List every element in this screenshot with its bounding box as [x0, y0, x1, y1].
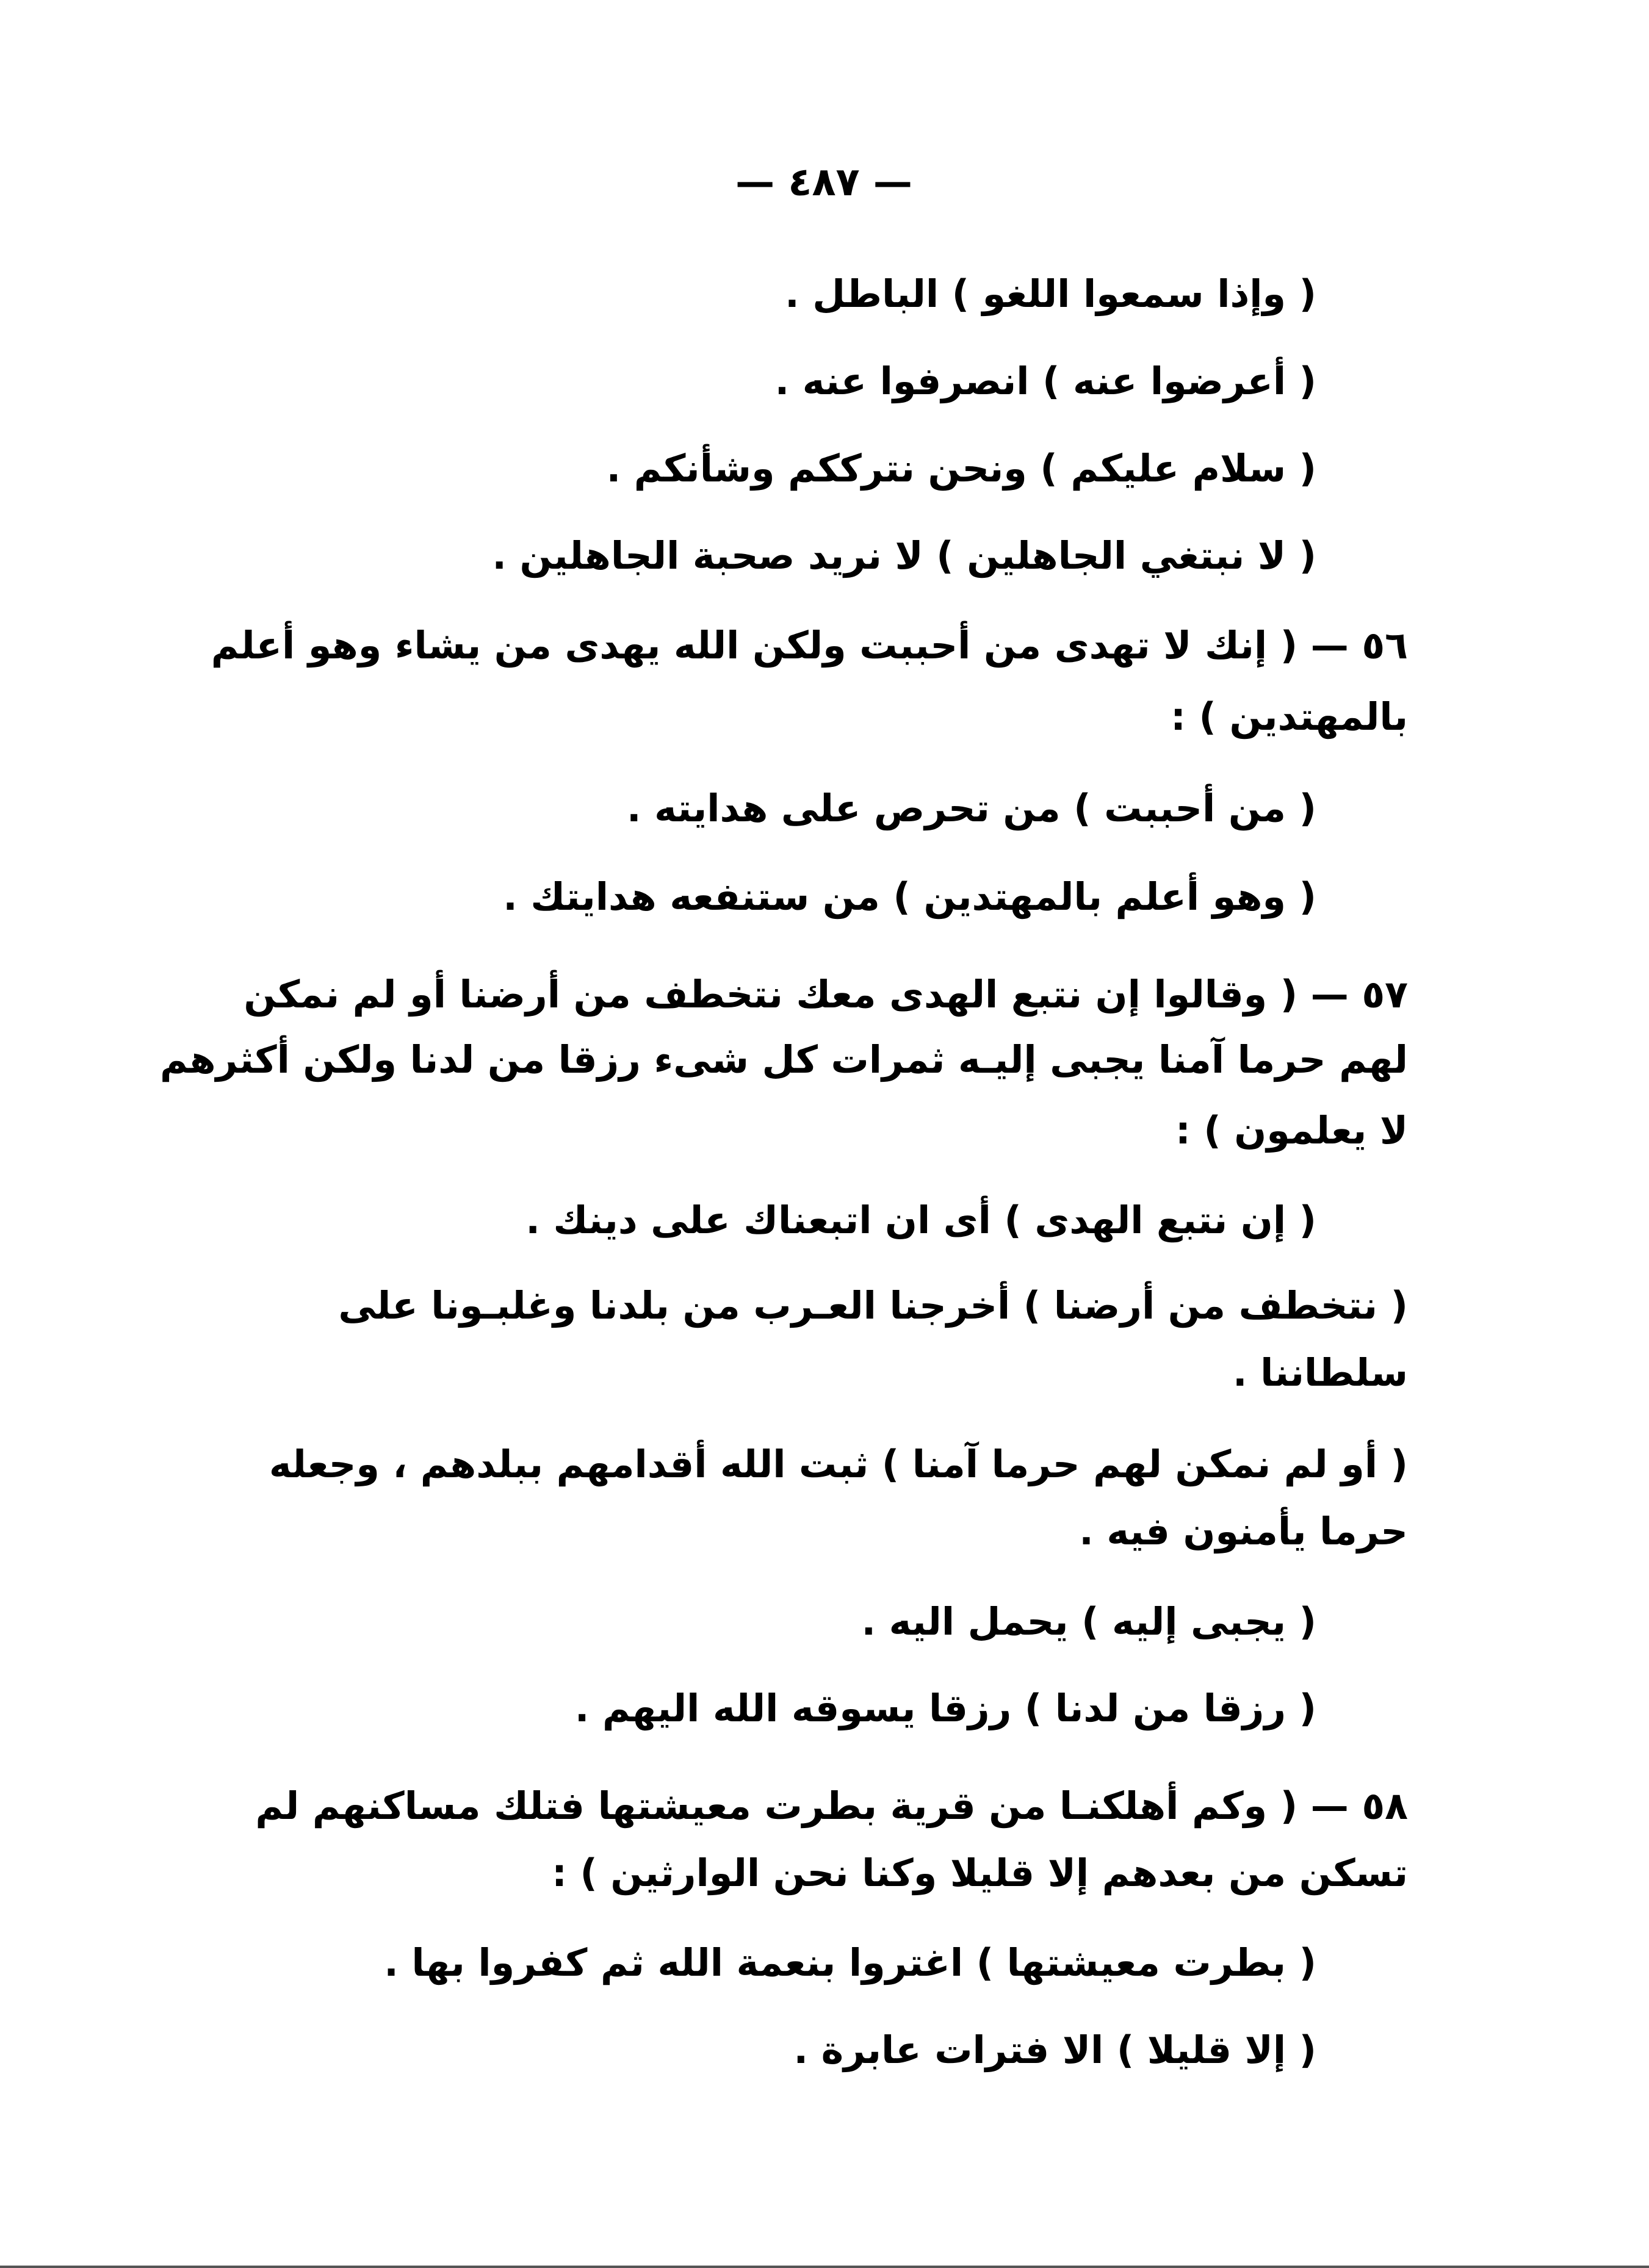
text-line-continued: حرما يأمنون فيه .: [1079, 1509, 1408, 1553]
text-line: ( نتخطف من أرضنا ) أخرجنا العـرب من بلدنا وغلبـونا على: [338, 1283, 1408, 1328]
verse-58-line-1: ٥٨ — ( وكم أهلكنـا من قرية بطرت معيشتها فتلك مساكنهم لم: [255, 1784, 1408, 1828]
text-line: ( إن نتبع الهدى ) أى ان اتبعناك على دينك .: [525, 1198, 1316, 1242]
text-line: ( رزقا من لدنا ) رزقا يسوقه الله اليهم .: [574, 1686, 1316, 1730]
verse-57-line-2: لهم حرما آمنا يجبى إليـه ثمرات كل شىء رزقا من لدنا ولكن أكثرهم: [160, 1037, 1408, 1082]
text-line-continued: سلطاننا .: [1233, 1350, 1408, 1395]
text-line: ( بطرت معيشتها ) اغتروا بنعمة الله ثم كفروا بها .: [384, 1940, 1316, 1985]
verse-57-line-1: ٥٧ — ( وقالوا إن نتبع الهدى معك نتخطف من أرضنا أو لم نمكن: [244, 972, 1408, 1017]
text-line: ( وهو أعلم بالمهتدين ) من ستنفعه هدايتك .: [503, 874, 1316, 919]
text-line: ( لا نبتغي الجاهلين ) لا نريد صحبة الجاهلين .: [492, 533, 1316, 578]
text-line: ( أو لم نمكن لهم حرما آمنا ) ثبت الله أقدامهم ببلدهم ، وجعله: [269, 1442, 1408, 1486]
verse-58-line-2: تسكن من بعدهم إلا قليلا وكنا نحن الوارثين ) :: [552, 1851, 1408, 1895]
page-number: — ٤٨٧ —: [735, 160, 912, 205]
text-line: ( وإذا سمعوا اللغو ) الباطل .: [785, 272, 1316, 316]
verse-56-line-2: بالمهتدين ) :: [1171, 694, 1408, 739]
verse-57-line-3: لا يعلمون ) :: [1175, 1108, 1408, 1153]
text-line: ( إلا قليلا ) الا فترات عابرة .: [793, 2028, 1316, 2072]
text-line: ( يجبى إليه ) يحمل اليه .: [861, 1599, 1316, 1644]
text-line: ( أعرضوا عنه ) انصرفوا عنه .: [774, 359, 1316, 403]
text-line: ( من أحببت ) من تحرص على هدايته .: [626, 786, 1316, 830]
page-edge-divider: [0, 2266, 1649, 2268]
text-line: ( سلام عليكم ) ونحن نترككم وشأنكم .: [606, 446, 1316, 491]
verse-56-line-1: ٥٦ — ( إنك لا تهدى من أحببت ولكن الله يهدى من يشاء وهو أعلم: [211, 623, 1408, 668]
